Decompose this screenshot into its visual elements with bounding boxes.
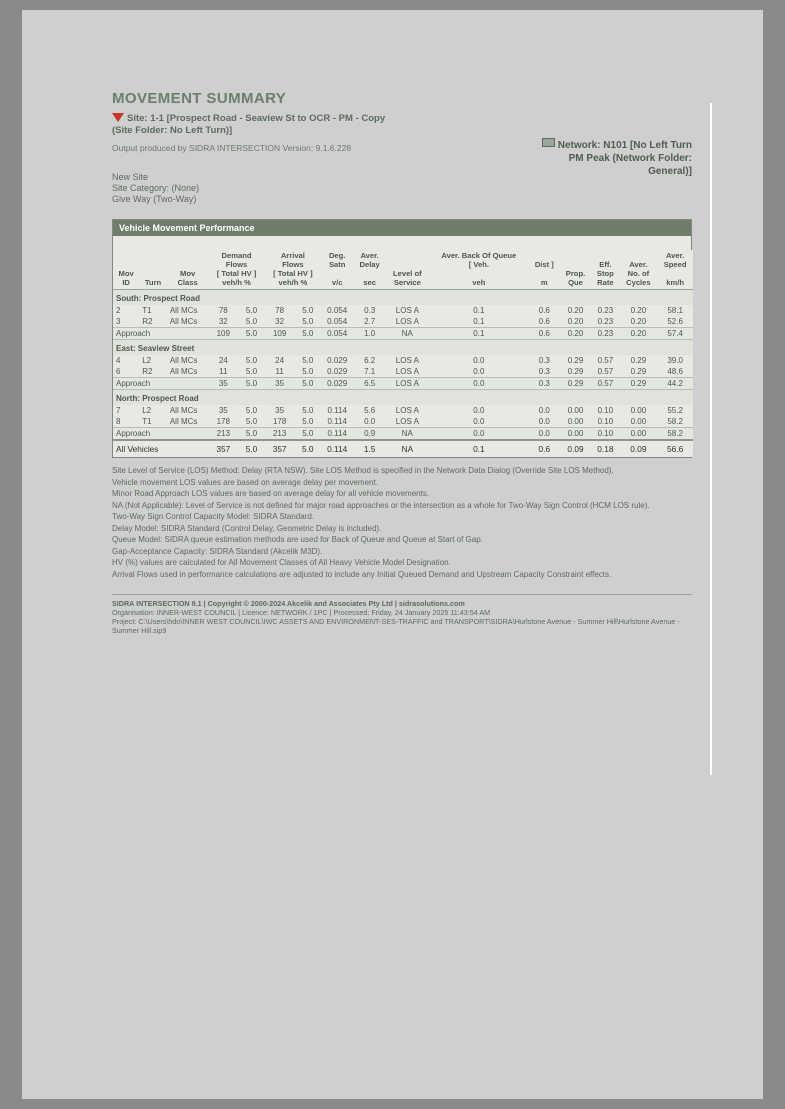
cell-queue-dist: 0.3 <box>538 356 550 365</box>
site-info-new-site: New Site <box>112 172 149 182</box>
col-prop-l2: Que <box>568 278 583 287</box>
right-margin-rule <box>710 103 712 775</box>
site-identifier <box>112 113 512 137</box>
site-line-2: (Site Folder: No Left Turn)] <box>112 125 233 136</box>
cell-arrival-hv: 5.0 <box>302 306 314 315</box>
cell-speed: 58.1 <box>667 306 683 315</box>
col-queue-dist-l2: Dist ] <box>534 260 554 269</box>
col-arrival-l4: veh/h % <box>278 278 308 287</box>
col-prop-que <box>560 250 591 290</box>
report-sheet <box>112 90 692 635</box>
cell-queue-dist: 0.6 <box>538 317 550 326</box>
col-queue-title: Aver. Back Of Queue <box>441 251 517 260</box>
network-identifier <box>432 138 692 178</box>
cell-stop-rate: 0.23 <box>597 306 614 315</box>
col-aver-cycles <box>620 250 658 290</box>
table-row <box>113 405 693 416</box>
cell-prop-que: 0.00 <box>567 406 584 415</box>
cell-turn: R2 <box>142 317 153 326</box>
network-line-3: General)] <box>648 166 692 177</box>
cell-arrival-total: 24 <box>275 356 285 365</box>
col-cycles-l3: Cycles <box>626 278 651 287</box>
site-line-1: Site: 1-1 [Prospect Road - Seaview St to OCR - PM - Copy <box>127 113 386 124</box>
cell-arrival-total: 35 <box>265 378 295 390</box>
cell-demand-hv: 5.0 <box>245 306 258 315</box>
cell-queue-veh: 0.1 <box>473 317 485 326</box>
cell-los: NA <box>386 328 429 340</box>
cell-demand-total: 357 <box>208 440 238 457</box>
cell-queue-veh: 0.0 <box>473 417 485 426</box>
col-delay-l2: Delay <box>359 260 380 269</box>
cell-queue-dist: 0.6 <box>529 440 560 457</box>
cell-demand-hv: 5.0 <box>238 440 264 457</box>
section-header-east <box>113 340 693 356</box>
cell-demand-total: 213 <box>208 428 238 441</box>
note-item: Vehicle movement LOS values are based on average delay per movement. <box>112 477 378 487</box>
cell-aver-delay: 0.9 <box>353 428 386 441</box>
section-label-north: North: Prospect Road <box>113 390 693 406</box>
col-delay-l4: sec <box>363 278 376 287</box>
cell-demand-hv: 5.0 <box>245 406 258 415</box>
cell-prop-que: 0.00 <box>560 428 591 441</box>
table-row <box>113 355 693 366</box>
cell-cycles: 0.29 <box>630 356 647 365</box>
col-dos-l4: v/c <box>331 278 343 287</box>
col-arrival-l3: [ Total HV ] <box>273 269 313 278</box>
table-row <box>113 366 693 378</box>
cell-arrival-hv: 5.0 <box>302 356 314 365</box>
footer-copyright: SIDRA INTERSECTION 9.1 | Copyright © 2000-2024 Akcelik and Associates Pty Ltd | sidrasolutions.com <box>112 599 465 608</box>
col-level-of-service <box>386 250 429 290</box>
cell-mov-class: All MCs <box>169 406 198 415</box>
cell-arrival-hv: 5.0 <box>302 367 314 376</box>
cell-stop-rate: 0.57 <box>597 367 614 376</box>
vehicle-movement-performance-table <box>112 219 692 458</box>
cell-prop-que: 0.29 <box>567 356 584 365</box>
cell-los: NA <box>386 440 429 457</box>
cell-turn: L2 <box>142 406 152 415</box>
footer-organisation: Organisation: INNER-WEST COUNCIL | Licence: NETWORK / 1PC | Processed: Friday, 24 January 2025 11:43:54 AM <box>112 608 491 617</box>
cell-stop-rate: 0.10 <box>591 428 619 441</box>
cell-arrival-hv: 5.0 <box>302 417 314 426</box>
cell-arrival-hv: 5.0 <box>302 317 314 326</box>
col-speed-l1: Aver. <box>665 251 685 260</box>
cell-queue-dist: 0.6 <box>538 306 550 315</box>
table-row <box>113 305 693 316</box>
col-demand-l1: Demand <box>221 251 252 260</box>
col-queue-dist-l4: m <box>540 278 548 287</box>
col-turn <box>139 250 167 290</box>
cell-deg-satn: 0.114 <box>321 428 353 441</box>
cell-approach-label: Approach <box>113 428 208 441</box>
col-mov-id-l2: ID <box>122 278 130 287</box>
movement-table <box>113 250 693 457</box>
network-line-1: Network: N101 [No Left Turn <box>557 140 692 151</box>
col-mov-class-l2: Class <box>177 278 198 287</box>
cell-queue-veh: 0.0 <box>473 367 485 376</box>
table-row <box>113 316 693 328</box>
col-mov-id-l1: Mov <box>118 269 134 278</box>
cell-demand-total: 78 <box>218 306 228 315</box>
cell-queue-dist: 0.3 <box>538 367 550 376</box>
cell-prop-que: 0.09 <box>560 440 591 457</box>
cell-speed: 48.6 <box>667 367 683 376</box>
col-aver-delay <box>353 250 386 290</box>
cell-approach-label: Approach <box>113 378 208 390</box>
cell-arrival-total: 213 <box>265 428 295 441</box>
cell-queue-veh: 0.1 <box>429 440 529 457</box>
col-demand-l3: [ Total HV ] <box>216 269 257 278</box>
cell-stop-rate: 0.23 <box>591 328 619 340</box>
network-icon <box>542 138 555 147</box>
cell-los: LOS A <box>395 417 419 426</box>
cell-demand-hv: 5.0 <box>245 317 258 326</box>
cell-mov-id: 6 <box>116 367 121 376</box>
cell-cycles: 0.09 <box>620 440 658 457</box>
page-title: MOVEMENT SUMMARY <box>112 90 287 107</box>
cell-prop-que: 0.29 <box>567 367 584 376</box>
cell-turn: T1 <box>142 417 152 426</box>
cell-prop-que: 0.20 <box>567 306 584 315</box>
note-item: Minor Road Approach LOS values are based on average delay for all vehicle movements. <box>112 489 430 498</box>
cell-arrival-total: 78 <box>275 306 285 315</box>
cell-deg-satn: 0.054 <box>327 306 348 315</box>
cell-mov-id: 7 <box>116 406 121 415</box>
cell-arrival-total: 109 <box>265 328 295 340</box>
cell-los: NA <box>386 428 429 441</box>
table-header-row <box>113 250 693 290</box>
col-arrival-l1: Arrival <box>280 251 305 260</box>
col-dos-l2: Satn <box>328 260 346 269</box>
cell-deg-satn: 0.054 <box>321 328 353 340</box>
total-row-all-vehicles <box>113 440 693 457</box>
note-item: Delay Model: SIDRA Standard (Control Delay, Geometric Delay is included). <box>112 523 382 533</box>
table-header <box>113 250 693 290</box>
cell-demand-total: 35 <box>208 378 238 390</box>
cell-cycles: 0.00 <box>630 406 647 415</box>
cell-speed: 44.2 <box>657 378 693 390</box>
cell-demand-hv: 5.0 <box>245 356 258 365</box>
col-arrival-flows <box>265 250 321 290</box>
cell-deg-satn: 0.114 <box>321 440 353 457</box>
cell-queue-dist: 0.0 <box>538 406 550 415</box>
cell-cycles: 0.00 <box>630 417 647 426</box>
footer-block <box>112 594 692 635</box>
cell-stop-rate: 0.10 <box>597 417 614 426</box>
cell-demand-hv: 5.0 <box>238 428 264 441</box>
cell-demand-total: 35 <box>218 406 228 415</box>
cell-aver-delay: 7.1 <box>364 367 376 376</box>
cell-speed: 55.2 <box>667 406 683 415</box>
col-queue-veh <box>429 250 529 290</box>
cell-arrival-total: 11 <box>275 367 284 376</box>
cell-queue-dist: 0.0 <box>529 428 560 441</box>
section-header-south <box>113 290 693 306</box>
col-demand-l2: Flows <box>225 260 248 269</box>
cell-deg-satn: 0.029 <box>321 378 353 390</box>
cell-deg-satn: 0.029 <box>327 356 348 365</box>
cell-queue-dist: 0.3 <box>529 378 560 390</box>
note-item: NA (Not Applicable): Level of Service is not defined for major road approaches or the intersection as a whole for Two-Way Sign Control (HCM LOS rule). <box>112 500 650 510</box>
cell-aver-delay: 1.0 <box>353 328 386 340</box>
cell-aver-delay: 6.5 <box>353 378 386 390</box>
cell-demand-total: 32 <box>218 317 228 326</box>
cell-demand-hv: 5.0 <box>245 367 258 376</box>
cell-aver-delay: 0.3 <box>364 306 376 315</box>
cell-arrival-total: 178 <box>272 417 287 426</box>
cell-queue-veh: 0.1 <box>473 306 485 315</box>
table-row <box>113 416 693 428</box>
cell-demand-hv: 5.0 <box>245 417 258 426</box>
cell-mov-class: All MCs <box>169 356 198 365</box>
cell-queue-dist: 0.0 <box>538 417 550 426</box>
cell-approach-label: Approach <box>113 328 208 340</box>
col-speed-l2: Speed <box>663 260 687 269</box>
cell-queue-veh: 0.0 <box>429 428 529 441</box>
cell-aver-delay: 6.2 <box>364 356 376 365</box>
cell-total-label: All Vehicles <box>113 440 208 457</box>
section-header-north <box>113 390 693 406</box>
note-item: Gap-Acceptance Capacity: SIDRA Standard (Akcelik M3D). <box>112 546 323 556</box>
cell-queue-veh: 0.0 <box>473 406 485 415</box>
cell-queue-veh: 0.1 <box>429 328 529 340</box>
cell-arrival-total: 35 <box>275 406 285 415</box>
approach-row-south <box>113 328 693 340</box>
col-demand-flows <box>208 250 264 290</box>
cell-turn: T1 <box>142 306 152 315</box>
cell-cycles: 0.20 <box>620 328 658 340</box>
cell-deg-satn: 0.029 <box>327 367 348 376</box>
page-canvas <box>22 10 763 1099</box>
note-item: Queue Model: SIDRA queue estimation methods are used for Back of Queue and Queue at Start of Gap. <box>112 535 483 544</box>
cell-speed: 57.4 <box>657 328 693 340</box>
cell-los: LOS A <box>395 406 419 415</box>
col-queue-veh-l4: veh <box>472 278 486 287</box>
network-line-2: PM Peak (Network Folder: <box>568 153 692 164</box>
cell-speed: 58.2 <box>667 417 683 426</box>
cell-speed: 52.6 <box>667 317 683 326</box>
cell-deg-satn: 0.114 <box>327 406 347 415</box>
col-queue-veh-l2: [ Veh. <box>468 260 489 269</box>
cell-demand-hv: 5.0 <box>238 328 264 340</box>
cell-arrival-total: 357 <box>265 440 295 457</box>
col-mov-class-l1: Mov <box>180 269 196 278</box>
cell-cycles: 0.29 <box>620 378 658 390</box>
cell-arrival-hv: 5.0 <box>295 428 321 441</box>
cell-cycles: 0.20 <box>630 306 647 315</box>
col-prop-l1: Prop. <box>565 269 586 278</box>
cell-mov-id: 3 <box>116 317 121 326</box>
col-los-l2: Service <box>393 278 421 287</box>
note-item: Site Level of Service (LOS) Method: Delay (RTA NSW). Site LOS Method is specified in the Network Data Dialog (Override Site LOS Method). <box>112 466 614 475</box>
col-mov-id <box>113 250 139 290</box>
col-mov-class <box>167 250 209 290</box>
cell-los: LOS A <box>386 378 429 390</box>
cell-demand-total: 109 <box>208 328 238 340</box>
col-stop-l1: Eff. <box>599 260 612 269</box>
cell-queue-dist: 0.6 <box>529 328 560 340</box>
cell-los: LOS A <box>395 306 419 315</box>
col-delay-l1: Aver. <box>360 251 379 260</box>
cell-mov-id: 4 <box>116 356 121 365</box>
col-speed-l4: km/h <box>666 278 684 287</box>
cell-stop-rate: 0.18 <box>591 440 619 457</box>
col-arrival-l2: Flows <box>282 260 304 269</box>
cell-queue-veh: 0.0 <box>429 378 529 390</box>
cell-arrival-hv: 5.0 <box>302 406 314 415</box>
cell-mov-class: All MCs <box>169 367 198 376</box>
cell-deg-satn: 0.114 <box>327 417 347 426</box>
col-los-l1: Level of <box>392 269 422 278</box>
cell-turn: R2 <box>142 367 153 376</box>
cell-cycles: 0.20 <box>630 317 647 326</box>
cell-queue-veh: 0.0 <box>473 356 485 365</box>
col-dos-l1: Deg. <box>328 251 346 260</box>
cell-demand-total: 24 <box>218 356 228 365</box>
table-body <box>113 290 693 458</box>
note-item: HV (%) values are calculated for All Movement Classes of All Heavy Vehicle Model Designation. <box>112 558 451 567</box>
col-cycles-l2: No. of <box>627 269 650 278</box>
cell-mov-class: All MCs <box>169 417 198 426</box>
cell-los: LOS A <box>395 317 419 326</box>
col-aver-speed <box>657 250 693 290</box>
cell-deg-satn: 0.054 <box>327 317 348 326</box>
site-info-control: Give Way (Two-Way) <box>112 194 197 204</box>
cell-speed: 56.6 <box>657 440 693 457</box>
cell-los: LOS A <box>395 367 419 376</box>
cell-prop-que: 0.29 <box>560 378 591 390</box>
cell-stop-rate: 0.23 <box>597 317 614 326</box>
cell-prop-que: 0.00 <box>567 417 584 426</box>
footer-project-path: Project: C:\Users\hdo\INNER WEST COUNCIL\IWC ASSETS AND ENVIRONMENT-SES-TRAFFIC and TRANSPORT\SIDRA\Hurlstone Avenue - Summer Hill\Hurlstone Avenue - Summer Hill.sip9 <box>112 617 680 635</box>
cell-los: LOS A <box>395 356 419 365</box>
col-demand-l4: veh/h % <box>222 278 251 287</box>
col-stop-l3: Rate <box>597 278 614 287</box>
cell-arrival-hv: 5.0 <box>295 440 321 457</box>
cell-arrival-total: 32 <box>275 317 285 326</box>
col-stop-l2: Stop <box>596 269 614 278</box>
cell-mov-class: All MCs <box>169 317 198 326</box>
cell-stop-rate: 0.57 <box>597 356 614 365</box>
col-turn-l1: Turn <box>144 278 162 287</box>
section-label-east: East: Seaview Street <box>113 340 693 356</box>
cell-arrival-hv: 5.0 <box>295 328 321 340</box>
cell-prop-que: 0.20 <box>560 328 591 340</box>
cell-cycles: 0.29 <box>630 367 647 376</box>
approach-row-east <box>113 378 693 390</box>
cell-aver-delay: 1.5 <box>353 440 386 457</box>
cell-mov-class: All MCs <box>169 306 198 315</box>
cell-turn: L2 <box>142 356 152 365</box>
cell-demand-hv: 5.0 <box>238 378 264 390</box>
col-deg-satn <box>321 250 353 290</box>
cell-speed: 39.0 <box>667 356 683 365</box>
section-label-south: South: Prospect Road <box>113 290 693 306</box>
cell-mov-id: 8 <box>116 417 121 426</box>
cell-speed: 58.2 <box>657 428 693 441</box>
warning-triangle-icon <box>112 113 124 122</box>
cell-prop-que: 0.20 <box>567 317 584 326</box>
table-caption: Vehicle Movement Performance <box>113 220 691 236</box>
cell-cycles: 0.00 <box>620 428 658 441</box>
cell-mov-id: 2 <box>116 306 121 315</box>
cell-aver-delay: 0.0 <box>364 417 376 426</box>
col-cycles-l1: Aver. <box>629 260 648 269</box>
cell-stop-rate: 0.10 <box>597 406 614 415</box>
col-eff-stop-rate <box>591 250 619 290</box>
cell-demand-total: 178 <box>216 417 230 426</box>
note-item: Arrival Flows used in performance calculations are adjusted to include any Initial Queued Demand and Upstream Capacity Constraint effects. <box>112 569 612 579</box>
cell-aver-delay: 5.6 <box>364 406 376 415</box>
note-item: Two-Way Sign Control Capacity Model: SIDRA Standard. <box>112 512 315 521</box>
col-queue-dist <box>529 250 560 290</box>
notes-block <box>112 466 692 580</box>
cell-stop-rate: 0.57 <box>591 378 619 390</box>
site-info-category: Site Category: (None) <box>112 183 200 193</box>
cell-aver-delay: 2.7 <box>364 317 376 326</box>
cell-demand-total: 11 <box>219 367 228 376</box>
cell-arrival-hv: 5.0 <box>295 378 321 390</box>
approach-row-north <box>113 428 693 441</box>
output-version-line: Output produced by SIDRA INTERSECTION Version: 9.1.6.228 <box>112 143 352 153</box>
